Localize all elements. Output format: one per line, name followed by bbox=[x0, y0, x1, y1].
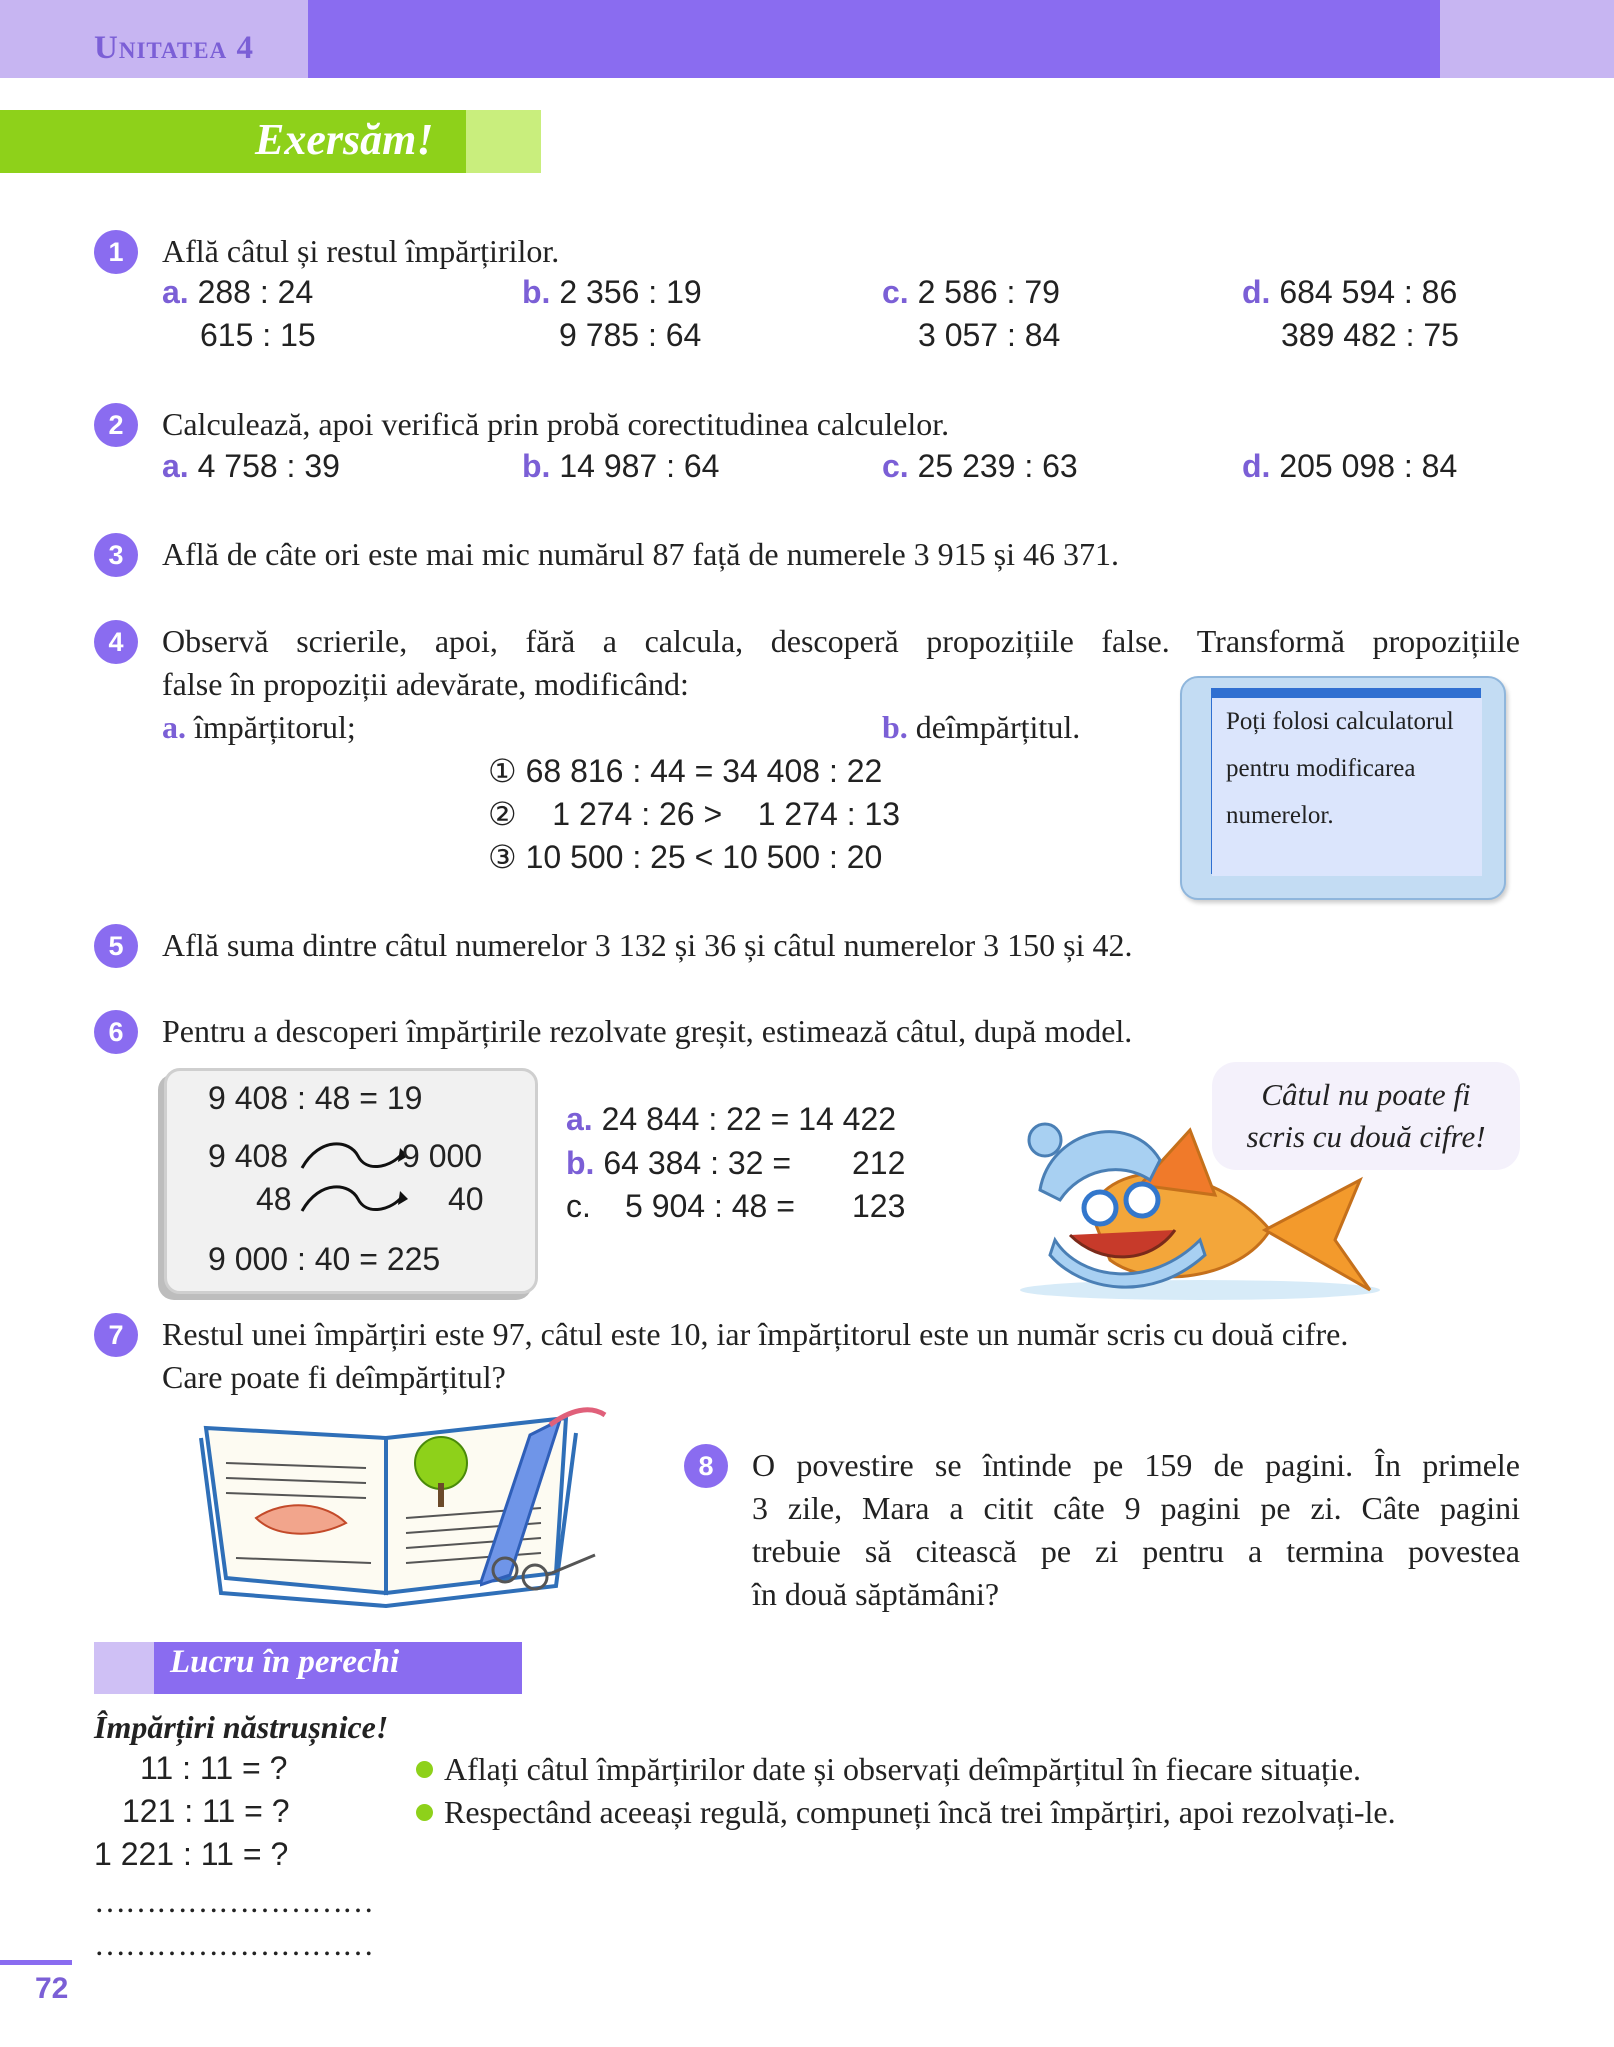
header-band-right bbox=[1440, 0, 1614, 78]
exercise-5-text: Află suma dintre câtul numerelor 3 132 și 36 și câtul numerelor 3 150 și 42. bbox=[162, 927, 1133, 963]
page-number-bar bbox=[0, 1960, 72, 1965]
exercise-6c-result: 123 bbox=[852, 1188, 906, 1224]
exercise-3-text: Află de câte ori este mai mic numărul 87 față de numerele 3 915 și 46 371. bbox=[162, 536, 1120, 572]
bookmark-glasses-illustration bbox=[480, 1405, 615, 1600]
exercise-1b-second: 9 785 : 64 bbox=[559, 317, 702, 353]
pair-division-3: 1 221 : 11 = ? bbox=[94, 1836, 289, 1872]
exercise-1d: d. 684 594 : 86 bbox=[1242, 274, 1458, 310]
exercise-8-text-line2: 3 zile, Mara a citit câte 9 pagini pe zi. Câte pagini bbox=[752, 1490, 1520, 1526]
exercise-4-number: 4 bbox=[94, 620, 138, 664]
exercise-8-text-line3: trebuie să citească pe zi pentru a termina povestea bbox=[752, 1533, 1520, 1569]
bullet-dot bbox=[416, 1804, 433, 1821]
statement-3: ③ 10 500 : 25 < 10 500 : 20 bbox=[488, 839, 883, 875]
exercise-2c: c. 25 239 : 63 bbox=[882, 448, 1078, 484]
statement-1: ① 68 816 : 44 = 34 408 : 22 bbox=[488, 753, 883, 789]
exercise-2a: a. 4 758 : 39 bbox=[162, 448, 340, 484]
calculator-tip: Poți folosi calculatorul pentru modificarea numerelor. bbox=[1212, 698, 1482, 876]
pair-work-banner-accent bbox=[94, 1642, 154, 1694]
exercise-8-text-line1: O povestire se întinde pe 159 de pagini. În primele bbox=[752, 1447, 1520, 1483]
exercise-1d-second: 389 482 : 75 bbox=[1281, 317, 1459, 353]
exercise-4-text-line1: Observă scrierile, apoi, fără a calcula, descoperă propozițiile false. Transformă propozițiile bbox=[162, 623, 1520, 659]
exercise-1b: b. 2 356 : 19 bbox=[522, 274, 702, 310]
header-band bbox=[308, 0, 1440, 78]
bullet-dot bbox=[416, 1761, 433, 1778]
exercise-2b: b. 14 987 : 64 bbox=[522, 448, 720, 484]
pair-work-subtitle: Împărțiri năstrușnice! bbox=[94, 1709, 389, 1745]
pair-instruction-1: Aflați câtul împărțirilor date și observați deîmpărțitul în fiecare situație. bbox=[444, 1751, 1362, 1787]
exercise-7-number: 7 bbox=[94, 1313, 138, 1357]
statement-2: ② 1 274 : 26 > 1 274 : 13 bbox=[488, 796, 901, 832]
exercise-1a: a. 288 : 24 bbox=[162, 274, 314, 310]
exercise-6c: 5 904 : 48 = bbox=[625, 1188, 795, 1224]
exercise-4-text-line2: false în propoziții adevărate, modificând: bbox=[162, 666, 689, 702]
answer-line-2: ……………………… bbox=[94, 1926, 373, 1962]
model-number-1: 9 408 bbox=[208, 1138, 289, 1174]
exercise-5-number: 5 bbox=[94, 924, 138, 968]
model-rounded-2: 40 bbox=[448, 1181, 484, 1217]
model-rounded-1: 9 000 bbox=[402, 1138, 483, 1174]
page-number: 72 bbox=[35, 1972, 69, 2005]
exercise-2d: d. 205 098 : 84 bbox=[1242, 448, 1458, 484]
round-arrow-icon bbox=[300, 1142, 408, 1176]
exercise-4b: b. deîmpărțitul. bbox=[882, 709, 1081, 745]
exercise-8-number: 8 bbox=[684, 1444, 728, 1488]
model-result: 9 000 : 40 = 225 bbox=[208, 1241, 441, 1277]
exercise-2-number: 2 bbox=[94, 403, 138, 447]
exercise-6a: a. 24 844 : 22 = 14 422 bbox=[566, 1101, 897, 1137]
exercise-2-text: Calculează, apoi verifică prin probă corectitudinea calculelor. bbox=[162, 406, 950, 442]
unit-title: Unitatea 4 bbox=[94, 30, 254, 66]
model-equation: 9 408 : 48 = 19 bbox=[208, 1080, 423, 1116]
exercise-6c-label: c. bbox=[566, 1188, 591, 1224]
pair-division-2: 121 : 11 = ? bbox=[122, 1793, 290, 1829]
exercise-6b-result: 212 bbox=[852, 1145, 906, 1181]
exercise-1a-second: 615 : 15 bbox=[200, 317, 316, 353]
exercise-3-number: 3 bbox=[94, 533, 138, 577]
model-number-2: 48 bbox=[256, 1181, 292, 1217]
exercise-6b: b. 64 384 : 32 = bbox=[566, 1145, 792, 1181]
exercise-1-number: 1 bbox=[94, 230, 138, 274]
round-arrow-icon bbox=[300, 1185, 408, 1219]
pair-work-title: Lucru în perechi bbox=[170, 1644, 400, 1680]
exercise-1c: c. 2 586 : 79 bbox=[882, 274, 1060, 310]
speech-bubble-text: Câtul nu poate fi scris cu două cifre! bbox=[1246, 1077, 1486, 1154]
exercise-6-text: Pentru a descoperi împărțirile rezolvate greșit, estimează câtul, după model. bbox=[162, 1013, 1133, 1049]
exercise-8-text-line4: în două săptămâni? bbox=[752, 1576, 1000, 1612]
exercise-7-text-line2: Care poate fi deîmpărțitul? bbox=[162, 1359, 506, 1395]
exercise-1c-second: 3 057 : 84 bbox=[918, 317, 1061, 353]
pair-division-1: 11 : 11 = ? bbox=[140, 1750, 288, 1786]
exercise-6-number: 6 bbox=[94, 1010, 138, 1054]
exercise-1-text: Află câtul și restul împărțirilor. bbox=[162, 233, 560, 269]
answer-line-1: ……………………… bbox=[94, 1883, 373, 1919]
section-banner-accent bbox=[466, 110, 541, 173]
exercise-4a: a. împărțitorul; bbox=[162, 709, 356, 745]
exercise-7-text-line1: Restul unei împărțiri este 97, câtul este 10, iar împărțitorul este un număr scris cu două cifre. bbox=[162, 1316, 1349, 1352]
section-title: Exersăm! bbox=[255, 115, 434, 164]
pair-instruction-2: Respectând aceeași regulă, compuneți încă trei împărțiri, apoi rezolvați-le. bbox=[444, 1794, 1396, 1830]
